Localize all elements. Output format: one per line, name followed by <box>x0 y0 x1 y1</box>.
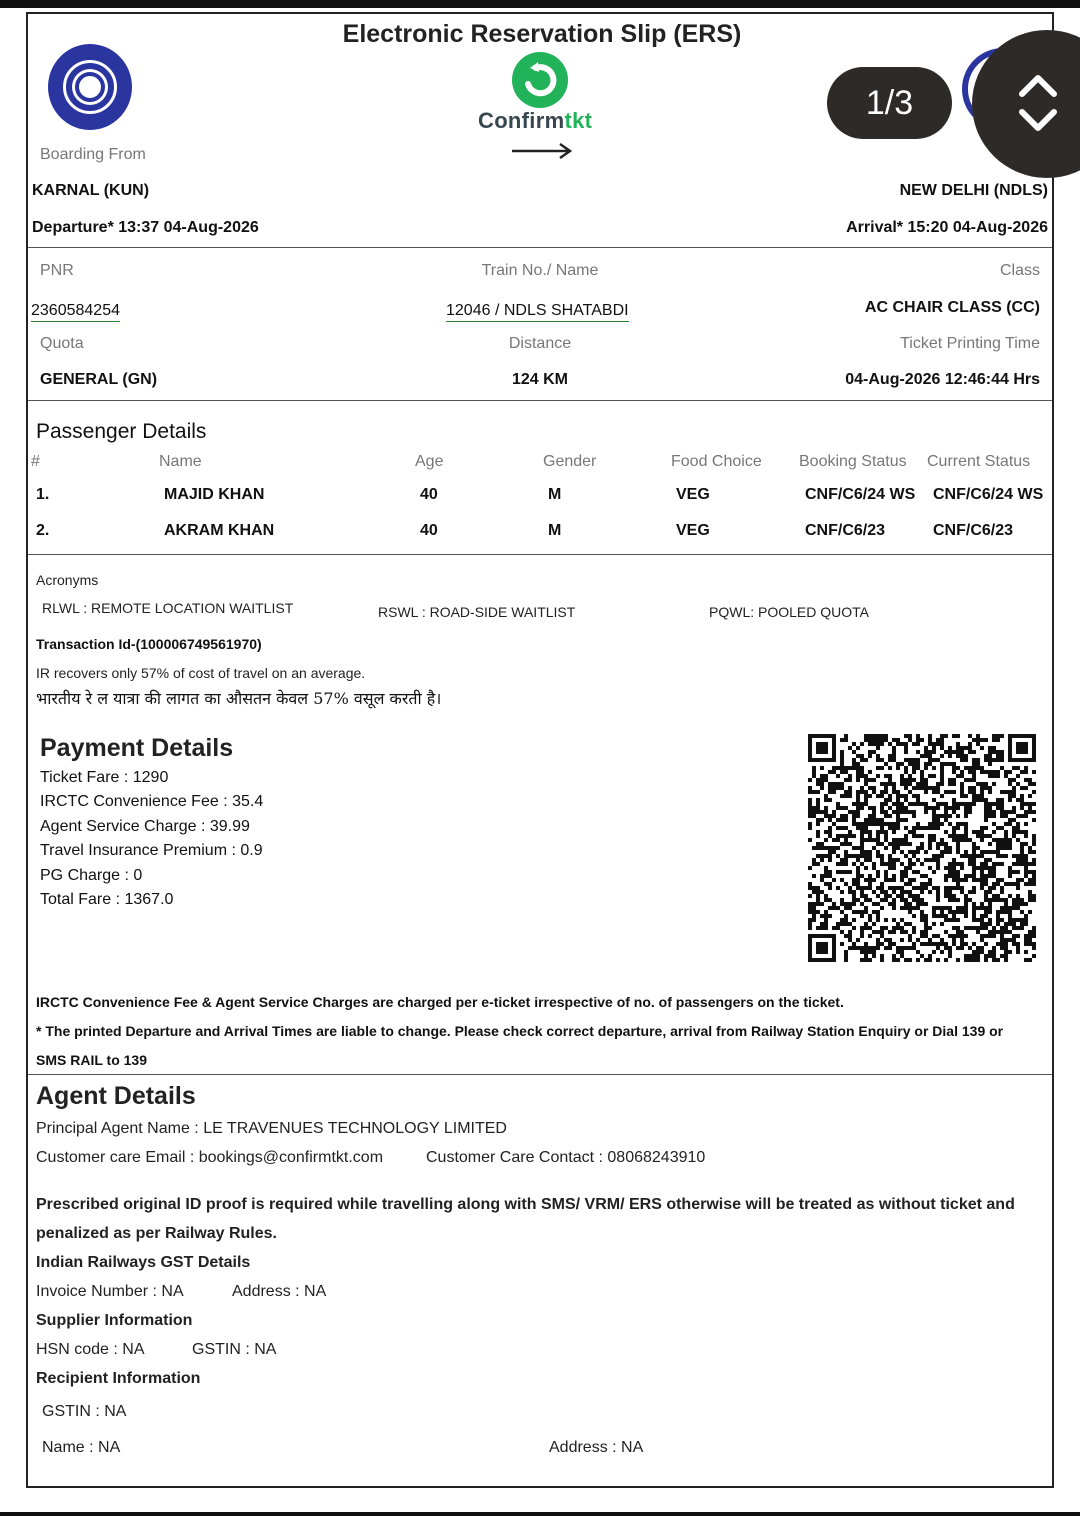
distance-value: 124 KM <box>511 371 569 388</box>
gst-address: Address : NA <box>232 1283 327 1300</box>
departure-time: Departure* 13:37 04-Aug-2026 <box>32 219 259 236</box>
recipient-name: Name : NA <box>42 1439 121 1456</box>
passenger-name: AKRAM KHAN <box>164 522 275 539</box>
customer-care-contact: Customer Care Contact : 08068243910 <box>426 1149 706 1166</box>
time-note-cont: SMS RAIL to 139 <box>36 1052 147 1068</box>
print-time-label: Ticket Printing Time <box>900 335 1040 352</box>
indian-railways-logo <box>48 44 132 130</box>
col-booking-status: Booking Status <box>799 453 907 470</box>
fee-note: IRCTC Convenience Fee & Agent Service Charges are charged per e-ticket irrespective of no. of passengers on the ticket. <box>36 994 844 1010</box>
customer-care-email: Customer care Email : bookings@confirmtkt.com <box>36 1149 384 1166</box>
col-name: Name <box>159 453 202 470</box>
col-food: Food Choice <box>671 453 762 470</box>
page-indicator: 1/3 <box>827 67 952 139</box>
supplier-heading: Supplier Information <box>36 1312 193 1329</box>
booking-status: CNF/C6/24 WS <box>805 486 916 503</box>
qr-code <box>808 734 1036 962</box>
recipient-heading: Recipient Information <box>36 1370 201 1387</box>
train-label: Train No./ Name <box>481 262 599 279</box>
quota-label: Quota <box>40 335 84 352</box>
passenger-name: MAJID KHAN <box>164 486 265 503</box>
pnr-link[interactable]: 2360584254 <box>31 302 120 322</box>
divider <box>28 400 1052 401</box>
passenger-heading: Passenger Details <box>36 420 207 443</box>
current-status: CNF/C6/24 WS <box>933 486 1044 503</box>
invoice-number: Invoice Number : NA <box>36 1283 184 1300</box>
scroll-handle-button[interactable] <box>972 30 1080 178</box>
passenger-food: VEG <box>676 522 710 539</box>
pg-charge: PG Charge : 0 <box>40 867 143 884</box>
pnr-label: PNR <box>40 262 74 279</box>
divider <box>28 247 1052 248</box>
agent-heading: Agent Details <box>36 1082 196 1110</box>
time-note: * The printed Departure and Arrival Times are liable to change. Please check correct departure, arrival from Railway Station Enquiry or Dial 139 or <box>36 1023 1004 1039</box>
id-proof-note: Prescribed original ID proof is required while travelling along with SMS/ VRM/ ERS otherwise will be treated as without ticket and <box>36 1196 1015 1213</box>
acronym-rswl: RSWL : ROAD-SIDE WAITLIST <box>378 604 576 620</box>
to-station: NEW DELHI (NDLS) <box>899 182 1048 199</box>
row-index: 2. <box>36 522 50 539</box>
supplier-gstin: GSTIN : NA <box>192 1341 277 1358</box>
payment-heading: Payment Details <box>40 734 234 762</box>
distance-label: Distance <box>508 335 572 352</box>
train-link[interactable]: 12046 / NDLS SHATABDI <box>446 302 629 322</box>
passenger-food: VEG <box>676 486 710 503</box>
booking-status: CNF/C6/23 <box>805 522 886 539</box>
class-value: AC CHAIR CLASS (CC) <box>864 299 1040 316</box>
print-time-value: 04-Aug-2026 12:46:44 Hrs <box>845 371 1040 388</box>
principal-agent: Principal Agent Name : LE TRAVENUES TECHNOLOGY LIMITED <box>36 1120 507 1137</box>
col-age: Age <box>415 453 444 470</box>
convenience-fee: IRCTC Convenience Fee : 35.4 <box>40 793 264 810</box>
passenger-gender: M <box>548 522 562 539</box>
acronyms-heading: Acronyms <box>36 572 99 588</box>
boarding-label: Boarding From <box>40 146 146 163</box>
col-index: # <box>31 453 40 470</box>
acronym-rlwl: RLWL : REMOTE LOCATION WAITLIST <box>42 600 294 616</box>
col-current-status: Current Status <box>927 453 1031 470</box>
passenger-age: 40 <box>420 486 438 503</box>
cost-note: IR recovers only 57% of cost of travel on an average. <box>36 665 366 681</box>
insurance-premium: Travel Insurance Premium : 0.9 <box>40 842 263 859</box>
page-title: Electronic Reservation Slip (ERS) <box>342 20 742 48</box>
arrow-right-icon <box>510 140 574 162</box>
hsn-code: HSN code : NA <box>36 1341 145 1358</box>
cost-note-hindi: भारतीय रे ल यात्रा की लागत का औसतन केवल 57% वसूल करती है। <box>36 689 442 708</box>
bottom-edge <box>0 1512 1080 1516</box>
col-gender: Gender <box>543 453 597 470</box>
chevron-up-down-icon <box>972 30 1080 178</box>
current-status: CNF/C6/23 <box>933 522 1014 539</box>
ticket-fare: Ticket Fare : 1290 <box>40 769 169 786</box>
top-edge <box>0 0 1080 8</box>
ers-ticket <box>26 12 1054 1488</box>
confirmtkt-wordmark: Confirmtkt <box>478 108 593 133</box>
transaction-id: Transaction Id-(100006749561970) <box>36 636 262 652</box>
acronym-pqwl: PQWL: POOLED QUOTA <box>709 604 869 620</box>
gst-heading: Indian Railways GST Details <box>36 1254 251 1271</box>
agent-service-charge: Agent Service Charge : 39.99 <box>40 818 250 835</box>
passenger-age: 40 <box>420 522 438 539</box>
recipient-gstin: GSTIN : NA <box>42 1403 127 1420</box>
passenger-gender: M <box>548 486 562 503</box>
row-index: 1. <box>36 486 50 503</box>
arrival-time: Arrival* 15:20 04-Aug-2026 <box>846 219 1048 236</box>
divider <box>28 554 1052 555</box>
id-proof-note-cont: penalized as per Railway Rules. <box>36 1225 277 1242</box>
class-label: Class <box>999 262 1040 279</box>
from-station: KARNAL (KUN) <box>32 182 150 199</box>
divider <box>28 1074 1052 1075</box>
quota-value: GENERAL (GN) <box>40 371 158 388</box>
recipient-address: Address : NA <box>549 1439 644 1456</box>
total-fare: Total Fare : 1367.0 <box>40 891 174 908</box>
